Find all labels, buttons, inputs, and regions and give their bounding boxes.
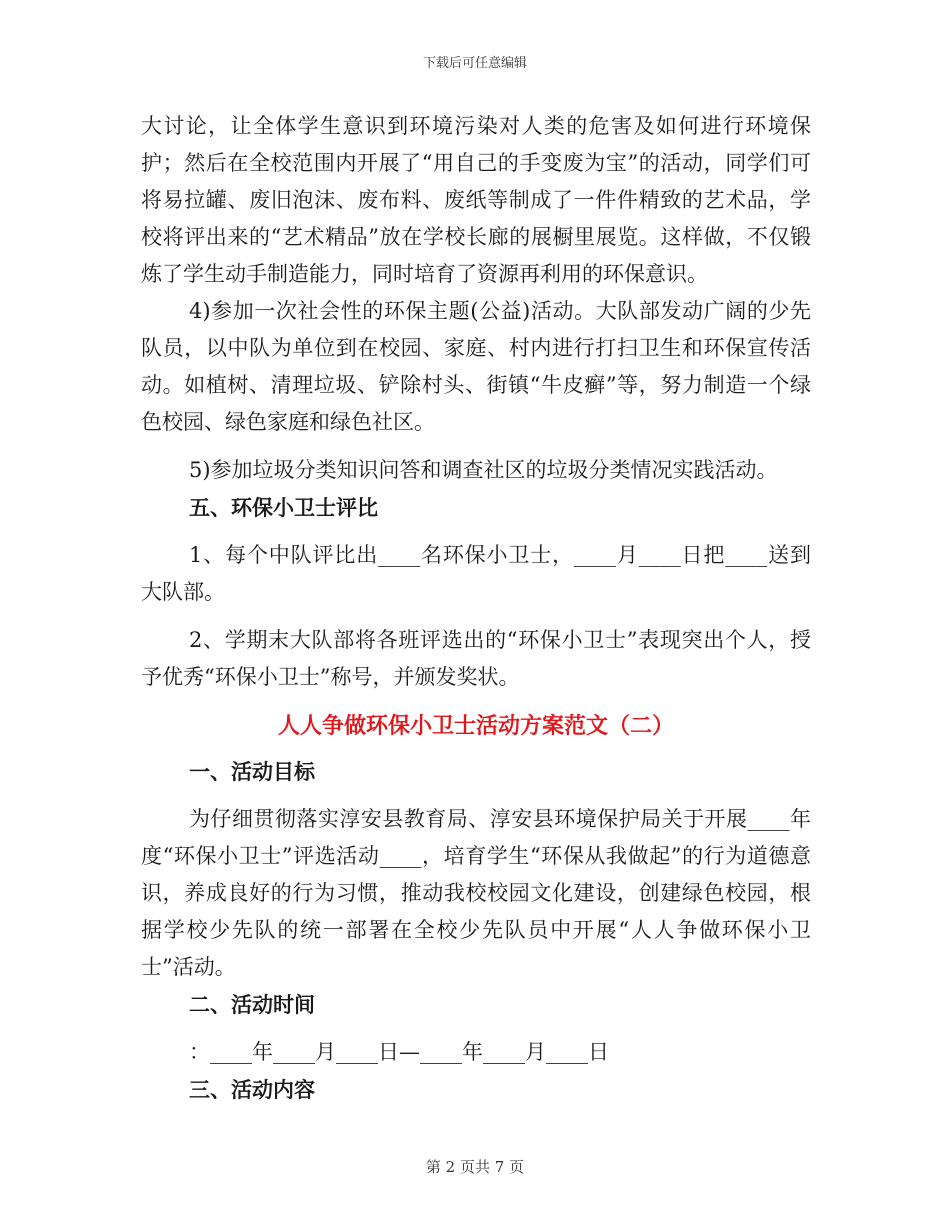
paragraph-goal: 为仔细贯彻落实淳安县教育局、淳安县环境保护局关于开展____年度“环保小卫士”评选活动____，培育学生“环保从我做起”的行为道德意识，养成良好的行为习惯，推动我校校园文化建设，创建绿色校园，根据学校少先队的统一部署在全校少先队员中开展“人人争做环保小卫士”活动。 — [141, 807, 811, 979]
paragraph-item-5: 5)参加垃圾分类知识问答和调查社区的垃圾分类情况实践活动。 — [189, 458, 778, 482]
section-heading-time: 二、活动时间 — [189, 992, 315, 1017]
document-body — [141, 108, 811, 1108]
paragraph-evaluation-2: 2、学期末大队部将各班评选出的“环保小卫士”表现突出个人，授予优秀“环保小卫士”称号，并颁发奖状。 — [141, 628, 811, 689]
paragraph-time: ：____年____月____日—____年____月____日 — [189, 1040, 609, 1064]
paragraph-evaluation-1: 1、每个中队评比出____名环保小卫士，____月____日把____送到大队部。 — [141, 543, 811, 604]
section-heading-content: 三、活动内容 — [189, 1077, 315, 1102]
section-heading-evaluation: 五、环保小卫士评比 — [189, 495, 378, 520]
document-title: 人人争做环保小卫士活动方案范文（二） — [277, 713, 674, 739]
paragraph-item-4: 4)参加一次社会性的环保主题(公益)活动。大队部发动广阔的少先队员，以中队为单位到在校园、家庭、村内进行打扫卫生和环保宣传活动。如植树、清理垃圾、铲除村头、街镇“牛皮癣”等，努力制造一个绿色校园、绿色家庭和绿色社区。 — [141, 299, 811, 434]
section-heading-goal: 一、活动目标 — [189, 759, 315, 784]
paragraph-discussion: 大讨论，让全体学生意识到环境污染对人类的危害及如何进行环境保护；然后在全校范围内开展了“用自己的手变废为宝”的活动，同学们可将易拉罐、废旧泡沫、废布料、废纸等制成了一件件精致的艺术品，学校将评出来的“艺术精品”放在学校长廊的展橱里展览。这样做，不仅锻炼了学生动手制造能力，同时培育了资源再利用的环保意识。 — [141, 114, 811, 286]
page-header: 下载后可任意编辑 — [422, 56, 527, 71]
page-footer: 第 2 页共 7 页 — [425, 1158, 525, 1176]
